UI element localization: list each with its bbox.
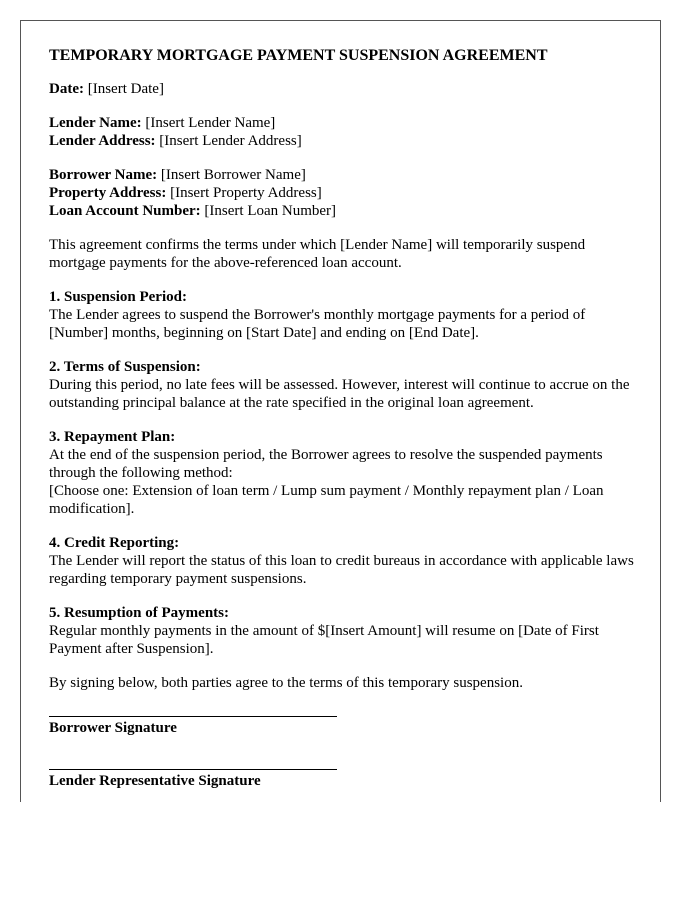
- section-suspension-period: [49, 288, 639, 342]
- repayment-options: [Choose one: Extension of loan term / Lump sum payment / Monthly repayment plan / Loan modification].: [49, 483, 604, 517]
- borrower-signature-line[interactable]: [49, 716, 337, 717]
- loan-number-label: Loan Account Number:: [49, 203, 201, 219]
- lender-block: [49, 114, 639, 150]
- section-body: Regular monthly payments in the amount of $[Insert Amount] will resume on [Date of First Payment after Suspension].: [49, 623, 599, 657]
- date-value: [Insert Date]: [87, 81, 164, 97]
- section-resumption: [49, 604, 639, 658]
- date-block: [49, 80, 639, 98]
- section-body: At the end of the suspension period, the Borrower agrees to resolve the suspended payments through the following method:: [49, 447, 603, 481]
- lender-name-line: [49, 114, 639, 132]
- borrower-name-label: Borrower Name:: [49, 167, 158, 183]
- section-body: The Lender will report the status of this loan to credit bureaus in accordance with applicable laws regarding temporary payment suspensions.: [49, 553, 634, 587]
- section-body: During this period, no late fees will be assessed. However, interest will continue to accrue on the outstanding principal balance at the rate specified in the original loan agreement.: [49, 377, 630, 411]
- section-terms: [49, 358, 639, 412]
- date-label: Date:: [49, 81, 84, 97]
- property-address-label: Property Address:: [49, 185, 167, 201]
- borrower-name-value: [Insert Borrower Name]: [160, 167, 306, 183]
- section-heading: 5. Resumption of Payments:: [49, 605, 229, 621]
- section-heading: 3. Repayment Plan:: [49, 429, 176, 445]
- lender-name-value: [Insert Lender Name]: [145, 115, 276, 131]
- lender-signature-label: Lender Representative Signature: [49, 773, 261, 789]
- closing-paragraph: By signing below, both parties agree to the terms of this temporary suspension.: [49, 675, 523, 691]
- signature-block: [49, 708, 639, 790]
- section-repayment-plan: [49, 428, 639, 518]
- section-heading: 4. Credit Reporting:: [49, 535, 180, 551]
- lender-name-label: Lender Name:: [49, 115, 142, 131]
- intro-paragraph: This agreement confirms the terms under which [Lender Name] will temporarily suspend mortgage payments for the above-referenced loan account.: [49, 237, 586, 271]
- section-heading: 2. Terms of Suspension:: [49, 359, 201, 375]
- section-heading: 1. Suspension Period:: [49, 289, 187, 305]
- lender-address-line: [49, 132, 639, 150]
- section-credit-reporting: [49, 534, 639, 588]
- lender-address-value: [Insert Lender Address]: [159, 133, 302, 149]
- section-body: The Lender agrees to suspend the Borrower's monthly mortgage payments for a period of [Number] months, beginning on [Start Date] and ending on [End Date].: [49, 307, 586, 341]
- borrower-name-line: [49, 166, 639, 184]
- document-body: [49, 46, 639, 790]
- borrower-signature-label: Borrower Signature: [49, 720, 177, 736]
- document-title: TEMPORARY MORTGAGE PAYMENT SUSPENSION AGREEMENT: [49, 47, 548, 64]
- loan-number-line: [49, 202, 639, 220]
- lender-address-label: Lender Address:: [49, 133, 156, 149]
- loan-number-value: [Insert Loan Number]: [204, 203, 337, 219]
- property-address-value: [Insert Property Address]: [170, 185, 322, 201]
- date-line: [49, 80, 639, 98]
- lender-signature-line[interactable]: [49, 769, 337, 770]
- property-address-line: [49, 184, 639, 202]
- borrower-block: [49, 166, 639, 220]
